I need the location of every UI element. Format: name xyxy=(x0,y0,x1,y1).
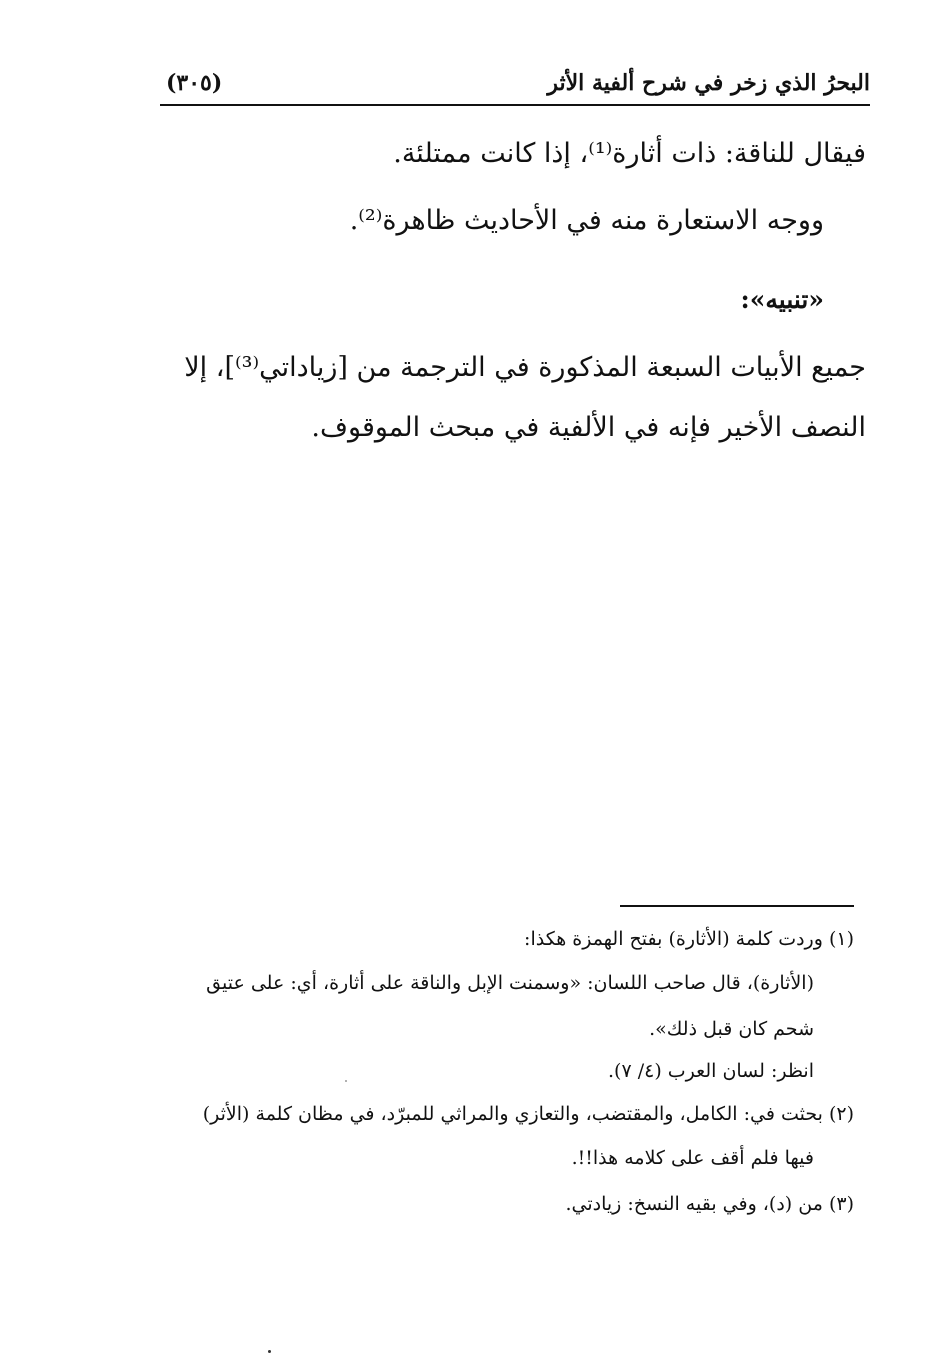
footnote-1-line-2: (الأثارة)، قال صاحب اللسان: «وسمنت الإبل والناقة على أثارة، أي: على عتيق xyxy=(206,972,814,994)
header-rule xyxy=(160,104,870,106)
scan-speck xyxy=(345,1080,347,1082)
footnote-1-line-4: انظر: لسان العرب (٤/ ٧). xyxy=(608,1060,814,1082)
scan-speck xyxy=(268,1350,271,1353)
footnote-2-line-1: (٢) بحثت في: الكامل، والمقتضب، والتعازي والمراثي للمبرّد، في مظان كلمة (الأثر) xyxy=(202,1103,854,1125)
footnote-1-line-1: (١) وردت كلمة (الأثارة) بفتح الهمزة هكذا: xyxy=(524,928,854,950)
body-line-4: النصف الأخير فإنه في الألفية في مبحث الموقوف. xyxy=(311,412,866,443)
footnote-2-line-2: فيها فلم أقف على كلامه هذا!!. xyxy=(571,1147,814,1169)
running-title: البحرُ الذي زخر في شرح ألفية الأثر xyxy=(547,70,870,96)
footnote-3-line-1: (٣) من (د)، وفي بقيه النسخ: زيادتي. xyxy=(565,1193,854,1215)
body-line-3: جميع الأبيات السبعة المذكورة في الترجمة من [زياداتي⁽³⁾]، إلا xyxy=(184,352,866,383)
body-line-1: فيقال للناقة: ذات أثارة⁽¹⁾، إذا كانت ممتلئة. xyxy=(393,138,866,169)
body-line-2: ووجه الاستعارة منه في الأحاديث ظاهرة⁽²⁾. xyxy=(349,205,824,236)
footnote-1-line-3: شحم كان قبل ذلك». xyxy=(649,1018,814,1040)
page-number: (٣٠٥) xyxy=(166,70,223,96)
footnote-separator xyxy=(620,905,854,907)
section-heading-tanbih: «تنبيه»: xyxy=(740,285,824,314)
